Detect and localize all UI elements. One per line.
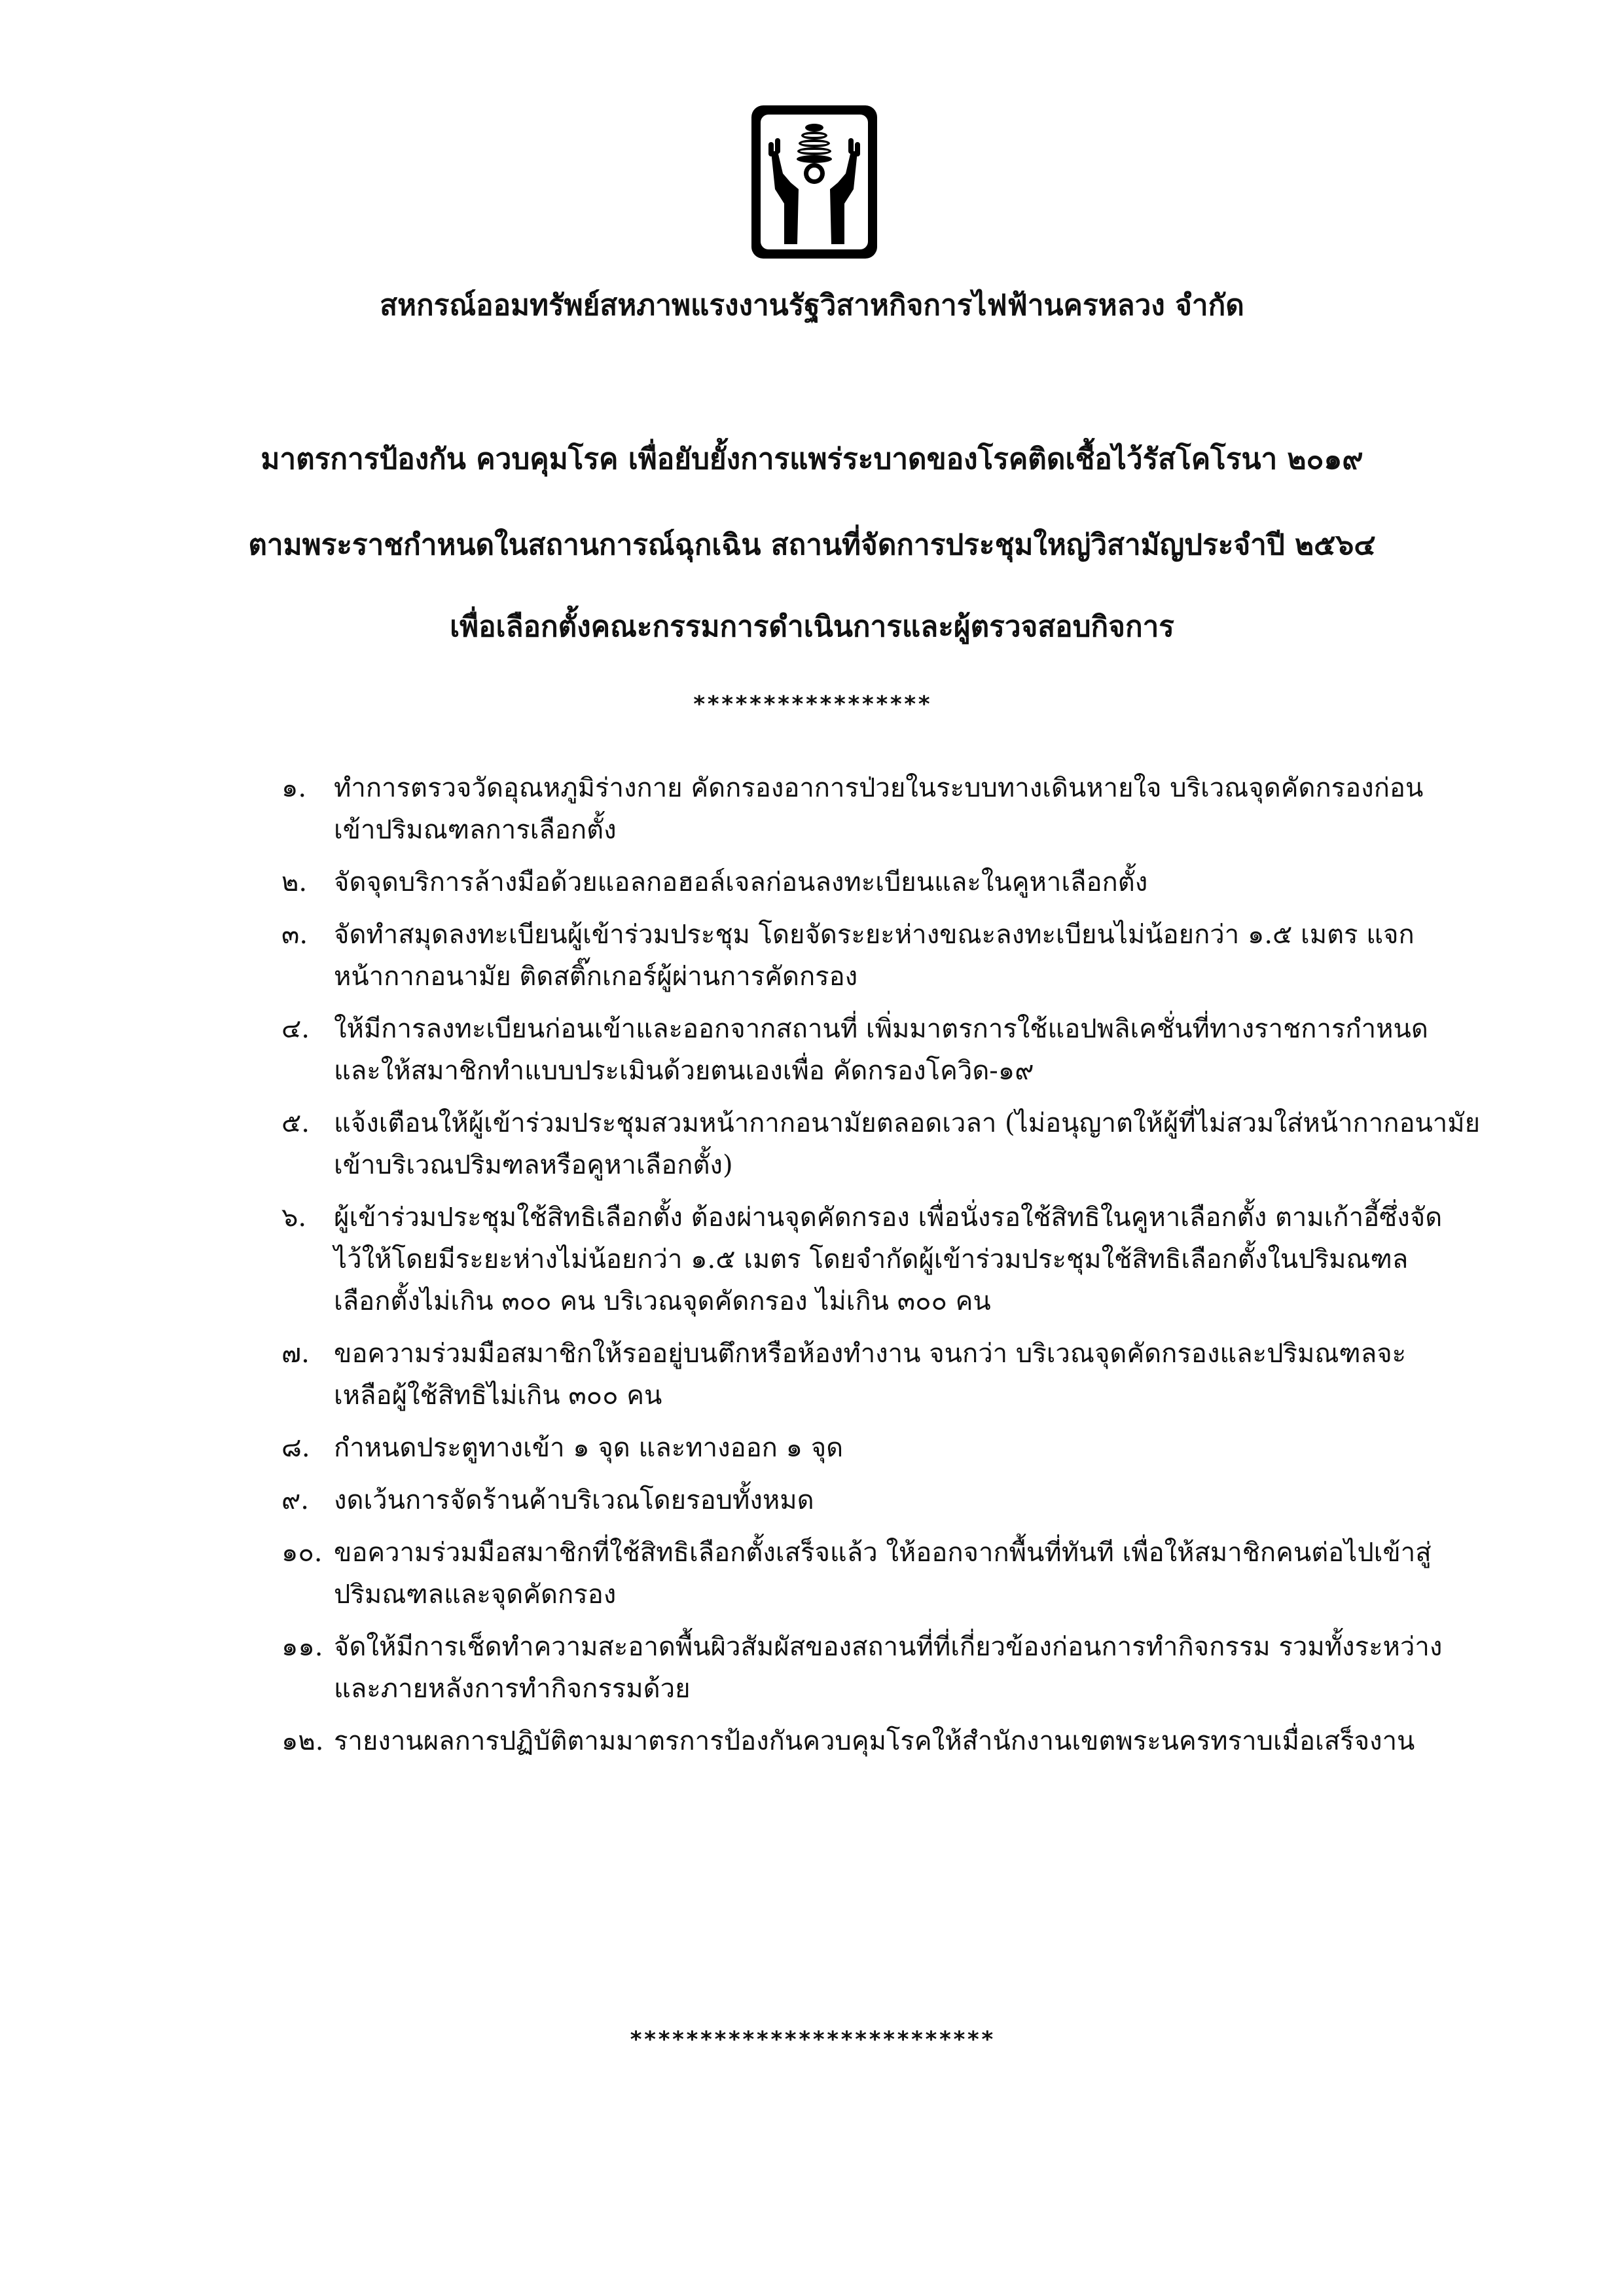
measure-number: ๘. xyxy=(281,1433,310,1463)
measure-number: ๗. xyxy=(281,1339,310,1369)
measure-number: ๒. xyxy=(281,867,308,897)
measure-text-line: งดเว้นการจัดร้านค้าบริเวณโดยรอบทั้งหมด xyxy=(334,1485,814,1515)
separator-top: ***************** xyxy=(693,691,931,717)
measure-item xyxy=(281,1720,1447,1762)
measure-number: ๑๑. xyxy=(281,1632,323,1662)
document-title-line-3: เพื่อเลือกตั้งคณะกรรมการดำเนินการและผู้ตรวจสอบกิจการ xyxy=(450,610,1174,643)
measure-text-line: จัดจุดบริการล้างมือด้วยแอลกอฮอล์เจลก่อนลงทะเบียนและในคูหาเลือกตั้ง xyxy=(334,867,1148,897)
measure-text-line: ทำการตรวจวัดอุณหภูมิร่างกาย คัดกรองอาการป่วยในระบบทางเดินหายใจ บริเวณจุดคัดกรองก่อน xyxy=(334,773,1424,803)
measure-text-line: กำหนดประตูทางเข้า ๑ จุด และทางออก ๑ จุด xyxy=(334,1433,844,1463)
measure-text-line: เข้าบริเวณปริมฑลหรือคูหาเลือกตั้ง) xyxy=(334,1150,733,1180)
measure-text-line: และภายหลังการทำกิจกรรมด้วย xyxy=(334,1674,691,1704)
measure-number: ๙. xyxy=(281,1485,310,1515)
organization-name: สหกรณ์ออมทรัพย์สหภาพแรงงานรัฐวิสาหกิจการไฟฟ้านครหลวง จำกัด xyxy=(380,289,1244,322)
measure-number: ๓. xyxy=(281,920,308,950)
cooperative-logo xyxy=(751,105,877,259)
measure-text-line: และให้สมาชิกทำแบบประเมินด้วยตนเองเพื่อ คัดกรองโควิด-๑๙ xyxy=(334,1056,1034,1086)
measure-number: ๑๒. xyxy=(281,1726,324,1756)
measure-number: ๔. xyxy=(281,1014,310,1044)
measure-text-line: แจ้งเตือนให้ผู้เข้าร่วมประชุมสวมหน้ากากอนามัยตลอดเวลา (ไม่อนุญาตให้ผู้ที่ไม่สวมใส่หน้ากากอนามัย xyxy=(334,1108,1481,1138)
measure-text-line: เลือกตั้งไม่เกิน ๓๐๐ คน บริเวณจุดคัดกรอง ไม่เกิน ๓๐๐ คน xyxy=(334,1286,991,1316)
measure-number: ๑๐. xyxy=(281,1538,323,1568)
measure-item xyxy=(281,1102,1481,1186)
measure-item xyxy=(281,1008,1447,1092)
measure-item xyxy=(281,1427,1447,1469)
measure-text-line: รายงานผลการปฏิบัติตามมาตรการป้องกันควบคุมโรคให้สำนักงานเขตพระนครทราบเมื่อเสร็จงาน xyxy=(334,1726,1415,1756)
measure-text-line: ผู้เข้าร่วมประชุมใช้สิทธิเลือกตั้ง ต้องผ่านจุดคัดกรอง เพื่อนั่งรอใช้สิทธิในคูหาเลือกตั้ง ตามเก้าอี้ซึ่งจัด xyxy=(334,1202,1443,1233)
separator-bottom: ************************** xyxy=(629,2027,995,2053)
measure-item xyxy=(281,1532,1447,1616)
measure-item xyxy=(281,767,1447,851)
document-title-line-1: มาตรการป้องกัน ควบคุมโรค เพื่อยับยั้งการแพร่ระบาดของโรคติดเชื้อไว้รัสโคโรนา ๒๐๑๙ xyxy=(261,443,1363,476)
measure-text-line: เหลือผู้ใช้สิทธิไม่เกิน ๓๐๐ คน xyxy=(334,1381,662,1411)
measure-text-line: ไว้ให้โดยมีระยะห่างไม่น้อยกว่า ๑.๕ เมตร โดยจำกัดผู้เข้าร่วมประชุมใช้สิทธิเลือกตั้งในปริมณฑล xyxy=(334,1244,1409,1274)
measure-text-line: จัดให้มีการเช็ดทำความสะอาดพื้นผิวสัมผัสของสถานที่ที่เกี่ยวข้องก่อนการทำกิจกรรม รวมทั้งระหว่าง xyxy=(334,1632,1443,1662)
measure-text-line: ให้มีการลงทะเบียนก่อนเข้าและออกจากสถานที่ เพิ่มมาตรการใช้แอปพลิเคชั่นที่ทางราชการกำหนด xyxy=(334,1014,1428,1044)
measure-number: ๑. xyxy=(281,773,307,803)
measure-text-line: ขอความร่วมมือสมาชิกที่ใช้สิทธิเลือกตั้งเสร็จแล้ว ให้ออกจากพื้นที่ทันที เพื่อให้สมาชิกคนต่อไปเข้าสู่ xyxy=(334,1538,1432,1568)
measure-item xyxy=(281,1479,1447,1521)
measure-item xyxy=(281,914,1447,998)
measure-number: ๖. xyxy=(281,1202,307,1233)
measure-item xyxy=(281,1197,1447,1322)
measure-text-line: ขอความร่วมมือสมาชิกให้รออยู่บนตึกหรือห้องทำงาน จนกว่า บริเวณจุดคัดกรองและปริมณฑลจะ xyxy=(334,1339,1407,1369)
measure-text-line: หน้ากากอนามัย ติดสติ๊กเกอร์ผู้ผ่านการคัดกรอง xyxy=(334,962,858,992)
measure-text-line: เข้าปริมณฑลการเลือกตั้ง xyxy=(334,815,617,845)
measures-list xyxy=(281,767,1481,1773)
measure-text-line: จัดทำสมุดลงทะเบียนผู้เข้าร่วมประชุม โดยจัดระยะห่างขณะลงทะเบียนไม่น้อยกว่า ๑.๕ เมตร แจก xyxy=(334,920,1415,950)
measure-item xyxy=(281,1333,1447,1417)
measure-number: ๕. xyxy=(281,1108,310,1138)
document-title-line-2: ตามพระราชกำหนดในสถานการณ์ฉุกเฉิน สถานที่จัดการประชุมใหญ่วิสามัญประจำปี ๒๕๖๔ xyxy=(248,528,1376,562)
measure-item xyxy=(281,1626,1447,1710)
measure-text-line: ปริมณฑลและจุดคัดกรอง xyxy=(334,1580,617,1610)
measure-item xyxy=(281,861,1447,903)
